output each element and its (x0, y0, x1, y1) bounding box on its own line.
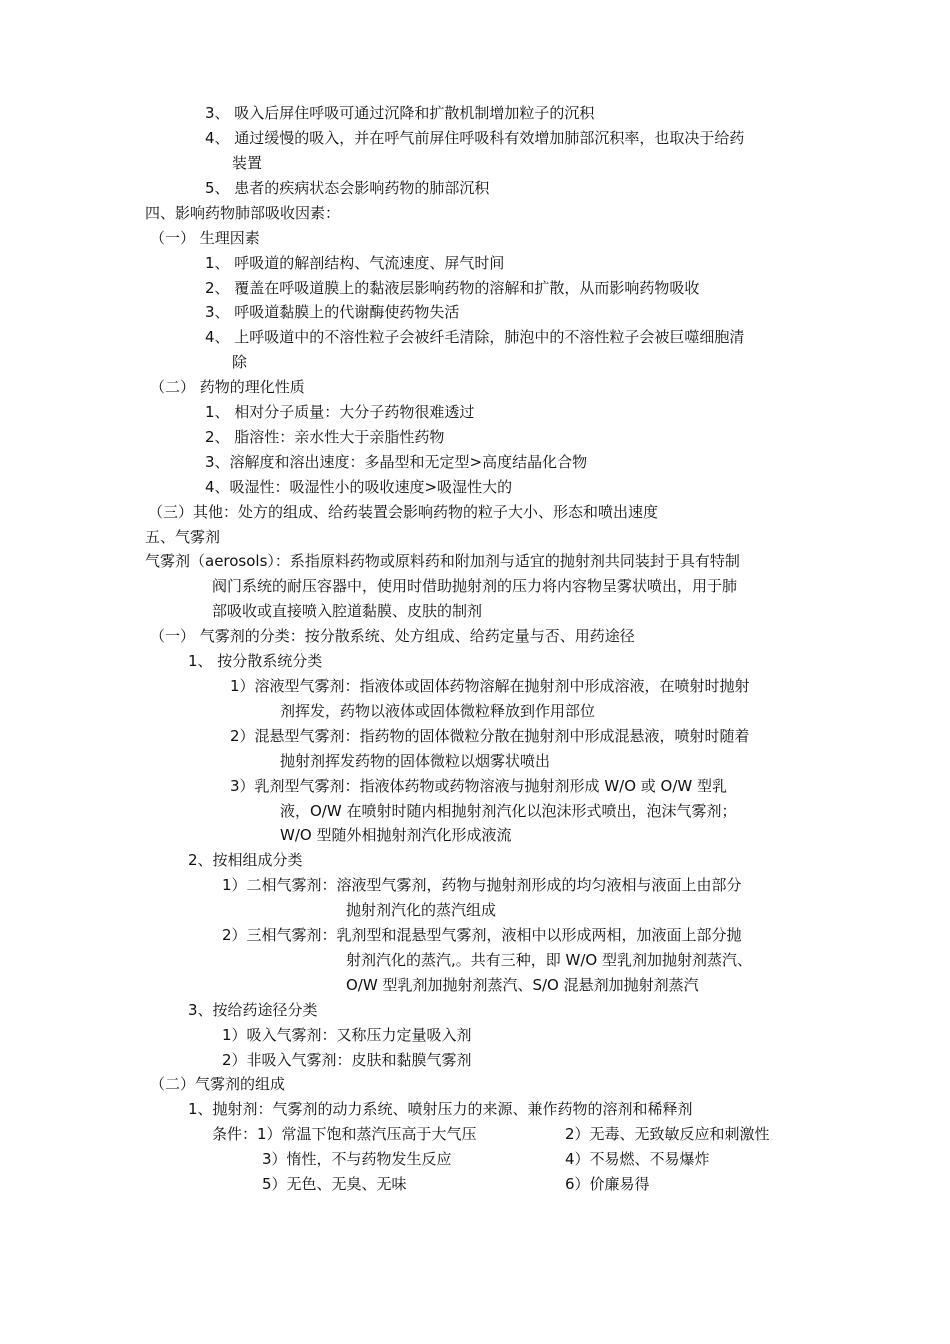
text-line: 3、 呼吸道黏膜上的代谢酶使药物失活 (205, 303, 460, 321)
text-line: 抛射剂汽化的蒸汽组成 (346, 901, 497, 919)
text-line: 1、抛射剂：气雾剂的动力系统、喷射压力的来源、兼作药物的溶剂和稀释剂 (188, 1100, 693, 1118)
text-line: 条件：1）常温下饱和蒸汽压高于大气压 (212, 1125, 477, 1143)
text-line: 1）二相气雾剂：溶液型气雾剂，药物与抛射剂形成的均匀液相与液面上由部分 (222, 876, 742, 894)
text-line: 除 (232, 353, 248, 371)
text-line: 2）非吸入气雾剂：皮肤和黏膜气雾剂 (222, 1051, 472, 1069)
text-line: 3、按给药途径分类 (188, 1001, 318, 1019)
text-line: 2、 脂溶性：亲水性大于亲脂性药物 (205, 428, 445, 446)
text-line: 2）混悬型气雾剂：指药物的固体微粒分散在抛射剂中形成混悬液，喷射时随着 (230, 727, 750, 745)
text-line: 4、吸湿性：吸湿性小的吸收速度>吸湿性大的 (205, 478, 513, 496)
text-line: 5）无色、无臭、无味 (262, 1175, 407, 1193)
text-line: 2、按相组成分类 (188, 851, 303, 869)
text-line: 4、 上呼吸道中的不溶性粒子会被纤毛清除，肺泡中的不溶性粒子会被巨噬细胞清 (205, 328, 745, 346)
text-line: 剂挥发，药物以液体或固体微粒释放到作用部位 (280, 702, 596, 720)
text-line: 4）不易燃、不易爆炸 (565, 1150, 710, 1168)
text-line: 3）乳剂型气雾剂：指液体药物或药物溶液与抛射剂形成 W/O 或 O/W 型乳 (230, 777, 728, 795)
text-line: 4、 通过缓慢的吸入，并在呼气前屏住呼吸科有效增加肺部沉积率，也取决于给药 (205, 129, 745, 147)
subsection-heading: （二） 药物的理化性质 (150, 378, 305, 396)
text-line: 2）三相气雾剂：乳剂型和混悬型气雾剂，液相中以形成两相，加液面上部分抛 (222, 926, 742, 944)
text-line: W/O 型随外相抛射剂汽化形成液流 (280, 826, 512, 844)
text-line: 部吸收或直接喷入腔道黏膜、皮肤的制剂 (212, 602, 483, 620)
text-line: 1、 按分散系统分类 (188, 652, 323, 670)
text-line: 射剂汽化的蒸汽,。共有三种，即 W/O 型乳剂加抛射剂蒸汽、 (346, 951, 752, 969)
section-heading: 四、影响药物肺部吸收因素： (145, 204, 341, 222)
text-line: 抛射剂挥发药物的固体微粒以烟雾状喷出 (280, 752, 551, 770)
text-line: 阀门系统的耐压容器中，使用时借助抛射剂的压力将内容物呈雾状喷出，用于肺 (212, 577, 738, 595)
text-line: 3）惰性，不与药物发生反应 (262, 1150, 452, 1168)
text-line: 2）无毒、无致敏反应和刺激性 (565, 1125, 770, 1143)
text-line: 1）吸入气雾剂：又称压力定量吸入剂 (222, 1026, 472, 1044)
text-line: 3、 吸入后屏住呼吸可通过沉降和扩散机制增加粒子的沉积 (205, 104, 595, 122)
text-line: 3、溶解度和溶出速度：多晶型和无定型>高度结晶化合物 (205, 453, 588, 471)
text-line: 1、 相对分子质量：大分子药物很难透过 (205, 403, 475, 421)
text-line: O/W 型乳剂加抛射剂蒸汽、S/O 混悬剂加抛射剂蒸汽 (346, 976, 699, 994)
text-line: 1）溶液型气雾剂：指液体或固体药物溶解在抛射剂中形成溶液，在喷射时抛射 (230, 677, 750, 695)
subsection-heading: （三）其他：处方的组成、给药装置会影响药物的粒子大小、形态和喷出速度 (148, 503, 659, 521)
subsection-heading: （一） 生理因素 (150, 229, 260, 247)
text-line: 装置 (232, 154, 263, 172)
text-line: 6）价廉易得 (565, 1175, 650, 1193)
text-line: 2、 覆盖在呼吸道膜上的黏液层影响药物的溶解和扩散，从而影响药物吸收 (205, 279, 700, 297)
text-line: 5、 患者的疾病状态会影响药物的肺部沉积 (205, 179, 490, 197)
text-line: 液，O/W 在喷射时随内相抛射剂汽化以泡沫形式喷出，泡沫气雾剂； (280, 802, 737, 820)
text-line: 1、 呼吸道的解剖结构、气流速度、屏气时间 (205, 254, 505, 272)
subsection-heading: （一） 气雾剂的分类：按分散系统、处方组成、给药定量与否、用药途径 (150, 627, 635, 645)
subsection-heading: （二）气雾剂的组成 (150, 1075, 286, 1093)
text-line: 气雾剂（aerosols）：系指原料药物或原料药和附加剂与适宜的抛射剂共同装封于具有特制 (145, 552, 740, 570)
section-heading: 五、气雾剂 (145, 528, 221, 546)
